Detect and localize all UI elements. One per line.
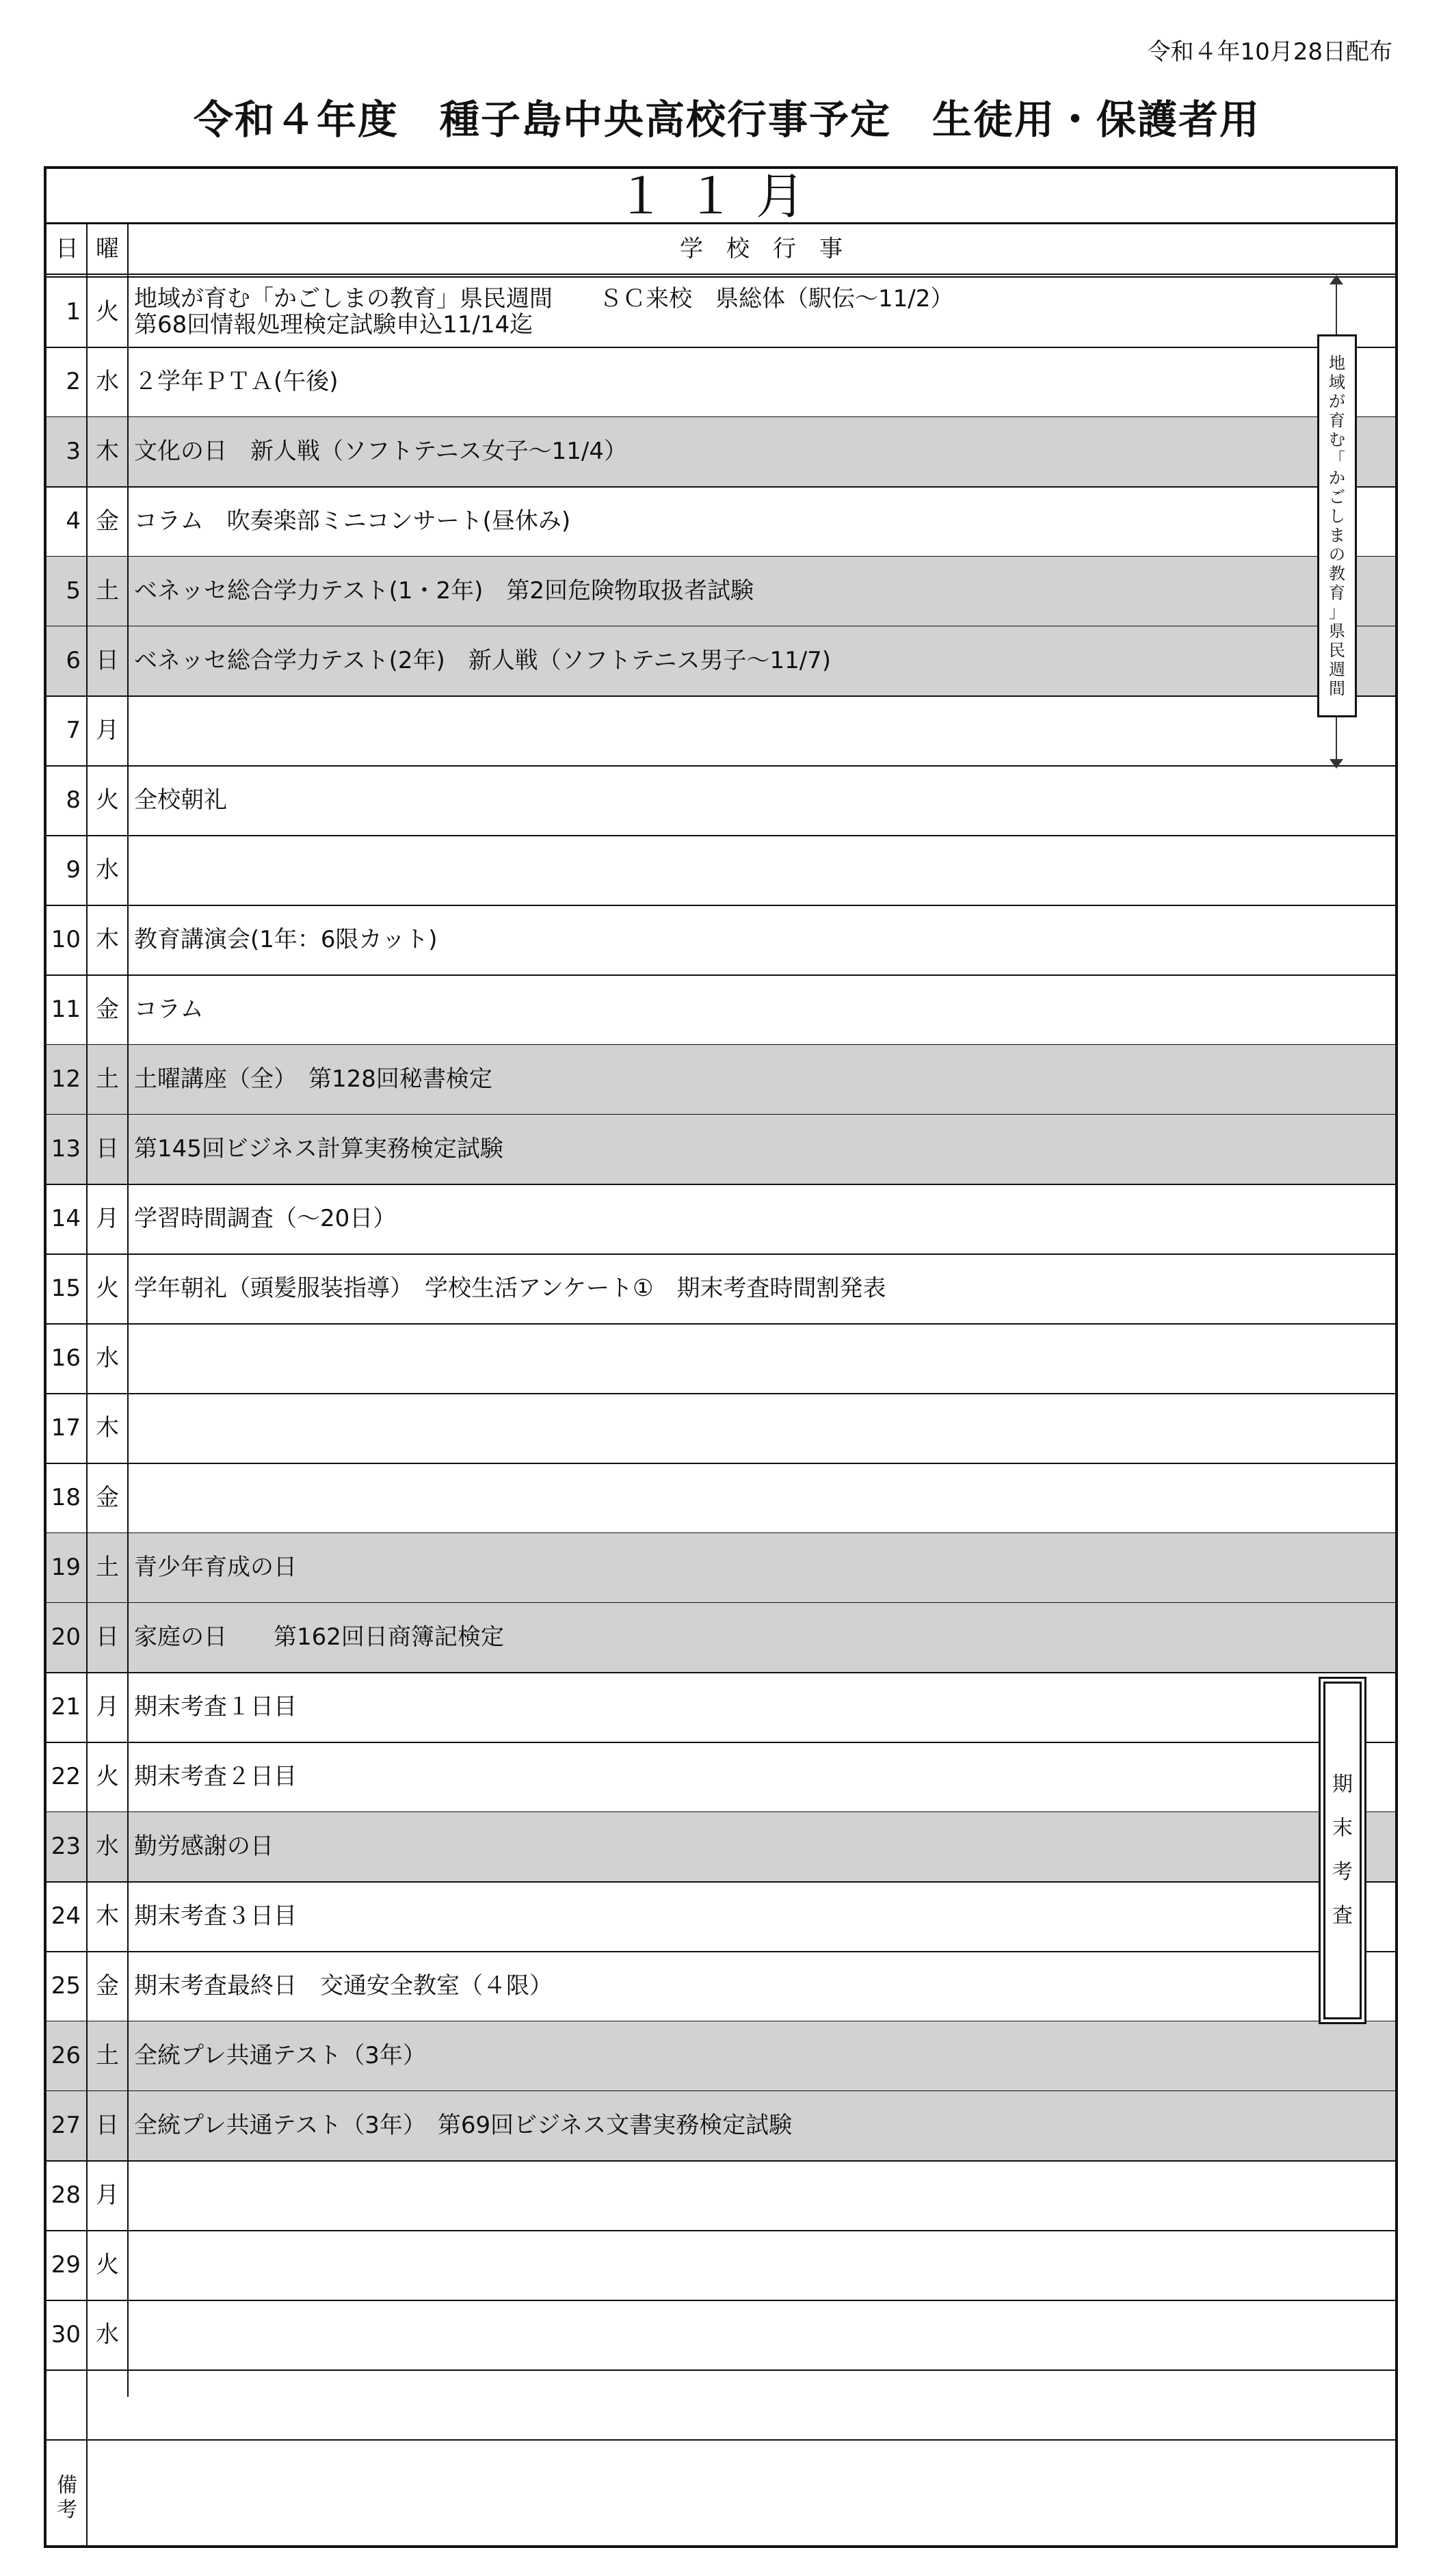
day-number: 16 xyxy=(51,1344,81,1372)
weekday: 土 xyxy=(96,577,119,605)
day-number: 23 xyxy=(51,1833,81,1860)
vertical-char: の xyxy=(1329,545,1345,564)
event-line: 全統プレ共通テスト（3年） 第69回ビジネス文書実務検定試験 xyxy=(134,2112,793,2139)
vertical-char: 考 xyxy=(1332,1860,1353,1884)
weekday: 日 xyxy=(96,647,119,674)
table-row xyxy=(47,417,1395,488)
event-text xyxy=(134,1882,1347,1951)
event-text xyxy=(134,2161,1347,2230)
page-title: 令和４年度 種子島中央高校行事予定 生徒用・保護者用 xyxy=(193,96,1260,143)
event-line: コラム 吹奏楽部ミニコンサート(昼休み) xyxy=(134,507,571,535)
event-text xyxy=(134,1673,1347,1742)
weekday: 木 xyxy=(96,926,119,953)
day-number: 18 xyxy=(51,1484,81,1511)
day-number: 15 xyxy=(51,1275,81,1302)
day-number: 12 xyxy=(51,1065,81,1093)
vertical-char: 県 xyxy=(1329,622,1345,641)
event-line: 文化の日 新人戦（ソフトテニス女子～11/4） xyxy=(134,438,627,465)
day-number: 22 xyxy=(51,1763,81,1790)
event-line: ベネッセ総合学力テスト(2年) 新人戦（ソフトテニス男子～11/7) xyxy=(134,647,832,674)
day-number: 14 xyxy=(51,1205,81,1232)
day-number: 13 xyxy=(51,1135,81,1163)
day-number: 29 xyxy=(51,2251,81,2279)
event-line: 土曜講座（全） 第128回秘書検定 xyxy=(134,1065,492,1093)
arrow-down-icon xyxy=(1330,759,1343,769)
day-number: 19 xyxy=(51,1554,81,1581)
vertical-char: 週 xyxy=(1329,660,1345,679)
notes-label xyxy=(47,2451,88,2545)
event-text xyxy=(134,1812,1347,1881)
table-row xyxy=(47,1115,1395,1185)
vertical-char: 育 xyxy=(1329,583,1345,602)
table-row xyxy=(47,1394,1395,1464)
weekday: 木 xyxy=(96,438,119,465)
event-line: 全校朝礼 xyxy=(134,786,227,814)
day-number: 24 xyxy=(51,1902,81,1930)
day-number: 2 xyxy=(66,368,81,395)
event-text xyxy=(134,626,1347,695)
event-text xyxy=(134,557,1347,626)
vertical-char: 期 xyxy=(1332,1772,1353,1796)
day-number xyxy=(47,2370,83,2439)
day-number: 30 xyxy=(51,2321,81,2348)
event-text xyxy=(134,278,1347,347)
vertical-char: か xyxy=(1329,468,1345,488)
weekday: 月 xyxy=(96,2181,119,2209)
weekday: 水 xyxy=(96,368,119,395)
table-row xyxy=(47,1603,1395,1673)
weekday: 火 xyxy=(96,1275,119,1302)
table-row xyxy=(47,766,1395,836)
weekday: 土 xyxy=(96,2042,119,2069)
weekday: 金 xyxy=(96,1484,119,1511)
event-line: 勤労感謝の日 xyxy=(134,1833,274,1860)
event-text xyxy=(134,836,1347,905)
divider-weekday xyxy=(127,224,129,2397)
weekday: 火 xyxy=(96,298,119,326)
day-number: 26 xyxy=(51,2042,81,2069)
event-text xyxy=(134,1254,1347,1323)
event-line: 学年朝礼（頭髪服装指導） 学校生活アンケート① 期末考査時間割発表 xyxy=(134,1275,886,1302)
header-day: 日 xyxy=(55,235,79,263)
event-text xyxy=(134,1952,1347,2021)
day-number: 11 xyxy=(51,996,81,1023)
table-row xyxy=(47,1952,1395,2022)
table-row xyxy=(47,278,1395,348)
table-row xyxy=(47,1533,1395,1604)
day-number: 5 xyxy=(66,577,81,605)
table-row xyxy=(47,1184,1395,1255)
weekday: 月 xyxy=(96,717,119,744)
table-row xyxy=(47,2231,1395,2301)
table-row xyxy=(47,487,1395,557)
vertical-char: 地 xyxy=(1329,354,1345,373)
weekday: 金 xyxy=(96,996,119,1023)
table-row xyxy=(47,836,1395,906)
event-line: ベネッセ総合学力テスト(1・2年) 第2回危険物取扱者試験 xyxy=(134,577,754,605)
table-row xyxy=(47,2021,1395,2092)
day-number: 21 xyxy=(51,1693,81,1721)
table-row xyxy=(47,2370,1395,2441)
event-line: 地域が育む「かごしまの教育」県民週間 ＳＣ来校 県総体（駅伝～11/2） xyxy=(134,285,954,313)
vertical-char: 末 xyxy=(1332,1816,1353,1840)
event-line: 家庭の日 第162回日商簿記検定 xyxy=(134,1623,504,1651)
weekday: 火 xyxy=(96,2251,119,2279)
table-row xyxy=(47,1673,1395,1743)
table-row xyxy=(47,2300,1395,2371)
notes-label-char: 考 xyxy=(57,2498,77,2522)
event-text xyxy=(134,2091,1347,2160)
table-row xyxy=(47,1324,1395,1394)
vertical-char: ま xyxy=(1329,526,1345,545)
header-weekday: 曜 xyxy=(96,235,119,263)
vertical-char: 教 xyxy=(1329,564,1345,583)
weekday: 木 xyxy=(96,1414,119,1442)
table-row xyxy=(47,1812,1395,1883)
weekday: 日 xyxy=(96,1623,119,1651)
weekday: 土 xyxy=(96,1065,119,1093)
table-row xyxy=(47,1254,1395,1325)
day-number: 6 xyxy=(66,647,81,674)
table-row xyxy=(47,1882,1395,1952)
vertical-char: 「 xyxy=(1329,449,1345,468)
event-line: 期末考査１日目 xyxy=(134,1693,297,1721)
weekday: 水 xyxy=(96,856,119,884)
vertical-char: 民 xyxy=(1329,641,1345,660)
weekday: 火 xyxy=(96,1763,119,1790)
day-number: 7 xyxy=(66,717,81,744)
table-row xyxy=(47,626,1395,697)
event-text xyxy=(134,2231,1347,2300)
event-line: 第68回情報処理検定試験申込11/14迄 xyxy=(134,311,533,338)
event-text xyxy=(134,1533,1347,1602)
weekday: 月 xyxy=(96,1693,119,1721)
weekday: 金 xyxy=(96,1972,119,2000)
event-line: 期末考査３日目 xyxy=(134,1902,297,1930)
header-events: 学 校 行 事 xyxy=(680,235,843,263)
event-text xyxy=(134,1184,1347,1253)
event-text xyxy=(134,1045,1347,1114)
weekday: 土 xyxy=(96,1554,119,1581)
day-number: 8 xyxy=(66,786,81,814)
event-text xyxy=(134,487,1347,556)
event-text xyxy=(134,766,1347,835)
event-text xyxy=(134,1394,1347,1463)
day-number: 3 xyxy=(66,438,81,465)
event-text xyxy=(134,417,1347,486)
event-text xyxy=(134,2021,1347,2090)
event-line: 青少年育成の日 xyxy=(134,1554,297,1581)
day-number: 9 xyxy=(66,856,81,884)
weekday: 金 xyxy=(96,507,119,535)
table-row xyxy=(47,1463,1395,1534)
event-text xyxy=(134,1115,1347,1184)
weekday: 水 xyxy=(96,1344,119,1372)
table-row xyxy=(47,975,1395,1046)
notes-label-char: 備 xyxy=(57,2473,77,2497)
table-row xyxy=(47,696,1395,767)
event-line: 学習時間調査（～20日） xyxy=(134,1205,397,1232)
event-line: 教育講演会(1年：6限カット) xyxy=(134,926,438,953)
day-number: 25 xyxy=(51,1972,81,2000)
day-number: 28 xyxy=(51,2181,81,2209)
notes-row xyxy=(47,2451,1395,2545)
vertical-char: 域 xyxy=(1329,373,1345,392)
event-line: コラム xyxy=(134,996,204,1023)
event-text xyxy=(134,905,1347,974)
table-row xyxy=(47,2161,1395,2231)
divider-day xyxy=(86,224,88,2545)
vertical-char: 」 xyxy=(1329,602,1345,622)
event-text xyxy=(134,2370,1347,2439)
day-number: 10 xyxy=(51,926,81,953)
event-text xyxy=(134,696,1347,765)
table-row xyxy=(47,347,1395,418)
event-text xyxy=(134,1603,1347,1672)
day-number: 4 xyxy=(66,507,81,535)
prefecture-week-label xyxy=(1317,334,1357,717)
vertical-char: む xyxy=(1329,430,1345,449)
day-number: 17 xyxy=(51,1414,81,1442)
day-number: 1 xyxy=(66,298,81,326)
event-text xyxy=(134,2300,1347,2369)
weekday: 月 xyxy=(96,1205,119,1232)
event-line: ２学年ＰＴＡ(午後) xyxy=(134,368,339,395)
table-row xyxy=(47,1742,1395,1813)
vertical-char: し xyxy=(1329,507,1345,526)
event-text xyxy=(134,347,1347,416)
vertical-char: 育 xyxy=(1329,411,1345,430)
weekday: 水 xyxy=(96,2321,119,2348)
day-number: 27 xyxy=(51,2112,81,2139)
event-line: 全統プレ共通テスト（3年） xyxy=(134,2042,426,2069)
vertical-char: 査 xyxy=(1332,1904,1353,1928)
event-text xyxy=(134,1463,1347,1532)
table-row xyxy=(47,905,1395,976)
event-line: 第145回ビジネス計算実務検定試験 xyxy=(134,1135,503,1163)
final-exam-label xyxy=(1319,1677,1366,2024)
table-row xyxy=(47,1045,1395,1115)
month-heading: １１月 xyxy=(47,169,1395,224)
event-line: 期末考査２日目 xyxy=(134,1763,297,1790)
vertical-char: が xyxy=(1329,392,1345,411)
table-header xyxy=(47,224,1395,278)
weekday: 水 xyxy=(96,1833,119,1860)
table-row xyxy=(47,2091,1395,2162)
table-row xyxy=(47,557,1395,627)
weekday: 木 xyxy=(96,1902,119,1930)
distribution-date: 令和４年10月28日配布 xyxy=(1147,38,1392,66)
weekday: 日 xyxy=(96,2112,119,2139)
weekday: 火 xyxy=(96,786,119,814)
event-line: 期末考査最終日 交通安全教室（４限） xyxy=(134,1972,553,2000)
vertical-char: 間 xyxy=(1329,679,1345,698)
schedule-table xyxy=(44,166,1398,2548)
day-number: 20 xyxy=(51,1623,81,1651)
vertical-char: ご xyxy=(1329,488,1345,507)
event-text xyxy=(134,1324,1347,1393)
event-text xyxy=(134,1742,1347,1811)
weekday xyxy=(88,2370,127,2439)
weekday: 日 xyxy=(96,1135,119,1163)
event-text xyxy=(134,975,1347,1044)
